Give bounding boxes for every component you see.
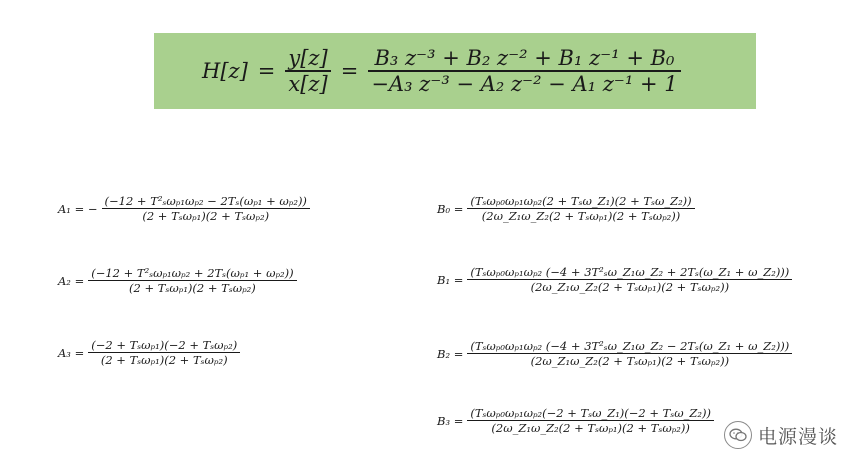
coefficient-a3 <box>58 338 240 367</box>
fraction-numerator: (−2 + Tₛωₚ₁)(−2 + Tₛωₚ₂) <box>91 338 238 352</box>
coefficient-a1 <box>58 194 310 223</box>
coefficient-b1 <box>437 265 792 294</box>
input-x: x[z] <box>288 71 328 96</box>
coefficient-fraction <box>467 194 694 223</box>
equals-sign-2: = <box>340 59 359 83</box>
numerator-polynomial: B₃ z⁻³ + B₂ z⁻² + B₁ z⁻¹ + B₀ <box>374 46 675 71</box>
fraction-denominator: (2ω_Z₁ω_Z₂(2 + Tₛωₚ₁)(2 + Tₛωₚ₂)) <box>491 421 690 436</box>
coefficient-b3 <box>437 406 714 435</box>
fraction-numerator: (Tₛωₚ₀ωₚ₁ωₚ₂ (−4 + 3T²ₛω_Z₁ω_Z₂ − 2Tₛ(ω_Z₁ + ω_Z₂))) <box>470 339 790 353</box>
denominator-polynomial: −A₃ z⁻³ − A₂ z⁻² − A₁ z⁻¹ + 1 <box>371 71 678 96</box>
coefficient-label: A₂ = <box>58 273 85 288</box>
coefficient-fraction <box>88 338 240 367</box>
fraction-numerator: (Tₛωₚ₀ωₚ₁ωₚ₂(−2 + Tₛω_Z₁)(−2 + Tₛω_Z₂)) <box>470 406 711 420</box>
wechat-icon <box>724 421 752 449</box>
fraction-denominator: (2 + Tₛωₚ₁)(2 + Tₛωₚ₂) <box>129 281 256 296</box>
coefficient-fraction <box>467 265 792 294</box>
watermark-text: 电源漫谈 <box>758 425 839 448</box>
polynomial-fraction <box>368 46 680 96</box>
coefficient-label: B₁ = <box>437 272 464 287</box>
transfer-function-equation <box>202 43 681 99</box>
coefficient-label: B₀ = <box>437 201 464 216</box>
fraction-denominator: (2 + Tₛωₚ₁)(2 + Tₛωₚ₂) <box>100 353 228 368</box>
coefficient-b2 <box>437 339 792 368</box>
coefficient-fraction <box>88 266 296 295</box>
fraction-denominator: (2ω_Z₁ω_Z₂(2 + Tₛωₚ₁)(2 + Tₛωₚ₂)) <box>530 280 730 295</box>
output-y: y[z] <box>288 46 328 71</box>
coefficient-label: A₃ = <box>58 345 85 360</box>
coefficient-fraction <box>102 194 310 223</box>
coefficient-label: B₂ = <box>437 346 464 361</box>
h-of-z: H[z] <box>202 59 248 83</box>
fraction-denominator: (2ω_Z₁ω_Z₂(2 + Tₛωₚ₁)(2 + Tₛωₚ₂)) <box>530 354 730 369</box>
fraction-numerator: (Tₛωₚ₀ωₚ₁ωₚ₂(2 + Tₛω_Z₁)(2 + Tₛω_Z₂)) <box>470 194 692 208</box>
watermark <box>724 420 864 450</box>
fraction-denominator: (2 + Tₛωₚ₁)(2 + Tₛωₚ₂) <box>142 209 270 224</box>
output-over-input-fraction <box>285 46 330 96</box>
coefficient-label: A₁ = − <box>58 201 98 216</box>
coefficient-fraction <box>467 339 792 368</box>
coefficient-label: B₃ = <box>437 413 464 428</box>
coefficient-b0 <box>437 194 695 223</box>
fraction-denominator: (2ω_Z₁ω_Z₂(2 + Tₛωₚ₁)(2 + Tₛωₚ₂)) <box>481 209 681 224</box>
fraction-numerator: (−12 + T²ₛωₚ₁ωₚ₂ − 2Tₛ(ωₚ₁ + ωₚ₂)) <box>104 194 307 208</box>
coefficient-a2 <box>58 266 297 295</box>
fraction-numerator: (−12 + T²ₛωₚ₁ωₚ₂ + 2Tₛ(ωₚ₁ + ωₚ₂)) <box>91 266 294 280</box>
equals-sign: = <box>257 59 276 83</box>
wechat-icon-glyph <box>729 428 747 442</box>
fraction-numerator: (Tₛωₚ₀ωₚ₁ωₚ₂ (−4 + 3T²ₛω_Z₁ω_Z₂ + 2Tₛ(ω_Z₁ + ω_Z₂))) <box>470 265 790 279</box>
coefficient-fraction <box>467 406 714 435</box>
